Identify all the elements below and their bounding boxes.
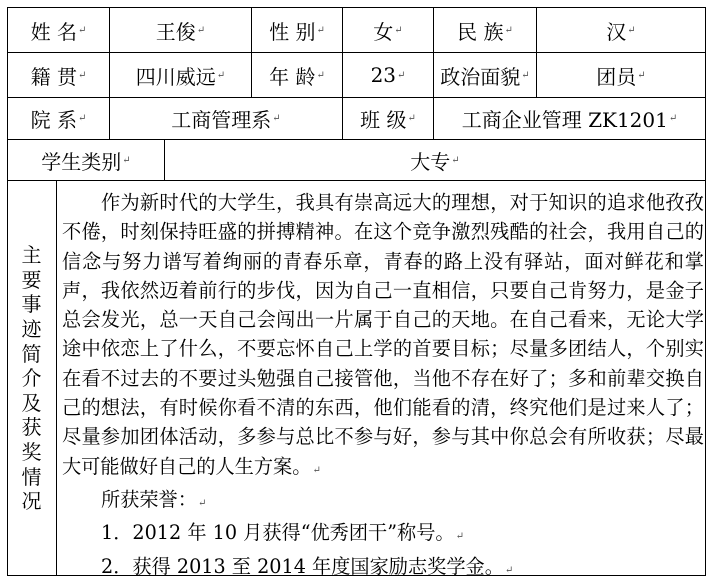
paragraph-mark: ↵ <box>627 24 636 36</box>
col-divider <box>56 180 57 576</box>
row-divider-4 <box>8 180 705 181</box>
dept-label: 院 系 ↵ <box>30 108 87 132</box>
paragraph-mark: ↵ <box>272 113 281 124</box>
paragraph-mark: ↵ <box>407 113 416 124</box>
class-value: 工商企业管理 ZK1201 ↵ <box>461 108 678 132</box>
paragraph-mark: ↵ <box>122 154 131 166</box>
paragraph-mark: ↵ <box>316 69 325 81</box>
ethnicity-label: 民 族 ↵ <box>457 19 513 44</box>
paragraph-mark: ↵ <box>521 69 530 81</box>
paragraph-mark: ↵ <box>77 24 87 36</box>
ethnicity-value: 汉 ↵ <box>606 19 636 44</box>
student-type-value: 大专 ↵ <box>410 149 460 174</box>
section-label <box>8 181 55 576</box>
dept-value: 工商管理系 ↵ <box>171 108 281 132</box>
paragraph-mark: ↵ <box>77 69 87 81</box>
paragraph-mark: ↵ <box>504 564 514 576</box>
paragraph-mark: ↵ <box>312 464 321 476</box>
age-value: 23 ↵ <box>370 63 406 87</box>
paragraph-mark: ↵ <box>316 24 325 36</box>
paragraph-mark: ↵ <box>451 154 460 166</box>
paragraph-mark: ↵ <box>668 113 678 124</box>
paragraph-mark: ↵ <box>637 69 646 81</box>
gender-value: 女 ↵ <box>373 19 403 44</box>
paragraph-mark: ↵ <box>394 24 403 36</box>
paragraph-mark: ↵ <box>504 24 513 36</box>
paragraph-mark: ↵ <box>455 531 465 543</box>
origin-value: 四川威远 ↵ <box>135 64 226 89</box>
class-label: 班 级 ↵ <box>360 108 416 132</box>
age-label: 年 龄 ↵ <box>269 64 325 89</box>
name-label: 姓 名 ↵ <box>30 19 87 44</box>
table-border-right <box>705 7 706 576</box>
paragraph-mark: ↵ <box>197 497 207 509</box>
award-item: 2．获得 2013 至 2014 年度国家励志奖学金。↵ <box>101 554 514 578</box>
paragraph-mark: ↵ <box>196 24 206 36</box>
awards-heading: 所获荣誉：↵ <box>101 487 207 511</box>
paragraph-mark: ↵ <box>397 69 406 81</box>
section-label-chars: 主 要 事 迹 简 介 及 获 奖 情 况 <box>21 243 42 514</box>
political-label: 政治面貌 ↵ <box>440 64 530 89</box>
award-item: 1．2012 年 10 月获得“优秀团干”称号。↵ <box>101 521 465 545</box>
political-value: 团员 ↵ <box>596 64 646 89</box>
summary-paragraph: 作为新时代的大学生，我具有崇高远大的理想，对于知识的追求他孜孜不倦，时刻保持旺盛的拼搏精神。在这个竞争激烈残酷的社会，我用自己的信念与努力谱写着绚丽的青春乐章，青春的路上没有驿站，面对鲜花和掌声，我依然迈着前行的步伐，因为自己一直相信，只要自己肯努力，是金子总会发光，总一天自己会闯出一片属于自己的天地。在自己看来，无论大学途中依恋上了什么，不要忘怀自己上学的首要目标；尽量多团结人，个别实在看不过去的不要过头勉强自己接管他，当他不存在好了；多和前辈交换自己的想法，有时候你看不清的东西，他们能看的清，终究他们是过来人了；尽量参加团体活动，多参与总比不参与好，参与其中你总会有所收获；尽最大可能做好自己的人生方案。↵ <box>62 191 704 478</box>
paragraph-mark: ↵ <box>77 113 87 124</box>
name-value: 王俊 ↵ <box>155 19 206 44</box>
student-type-label: 学生类别 ↵ <box>41 149 131 174</box>
origin-label: 籍 贯 ↵ <box>30 64 87 89</box>
paragraph-mark: ↵ <box>216 69 226 81</box>
section-body <box>62 188 704 585</box>
gender-label: 性 别 ↵ <box>269 19 325 44</box>
